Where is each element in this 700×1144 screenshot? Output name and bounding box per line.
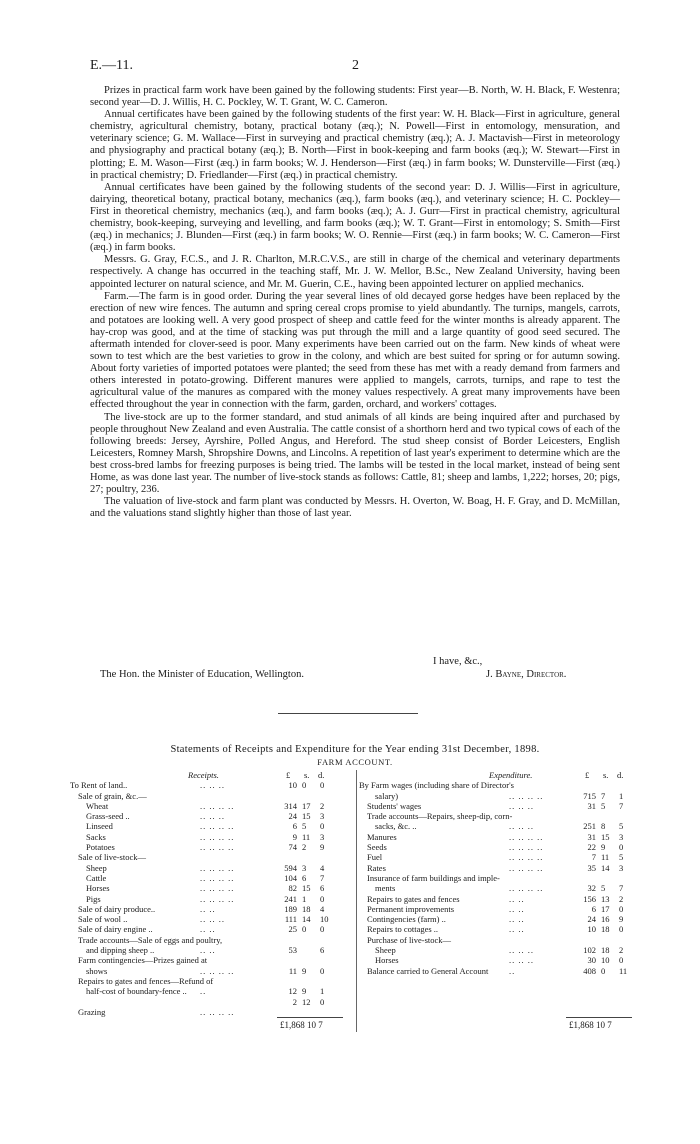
pence-heading: d. (318, 770, 325, 780)
amount-shillings: 2 (302, 842, 307, 853)
row-label: Balance carried to General Account (367, 965, 489, 976)
amount-pence: 9 (619, 914, 624, 925)
amount-shillings: 5 (302, 821, 307, 832)
row-leader-dots: .. .. (509, 914, 525, 925)
amount-pounds: 251 (583, 821, 596, 832)
expenditure-column (359, 770, 630, 976)
row-label: By Farm wages (including share of Director's (359, 780, 514, 791)
amount-pounds: 6 (591, 903, 596, 914)
row-label: Students' wages (367, 800, 422, 811)
amount-pence: 2 (619, 945, 624, 956)
amount-pence: 0 (320, 893, 325, 904)
amount-pence: 4 (320, 903, 325, 914)
row-label: Sale of grain, &c.— (78, 790, 147, 801)
amount-pounds: 189 (284, 903, 297, 914)
expenditure-header-row (359, 770, 630, 780)
expenditure-row (359, 842, 630, 852)
amount-shillings: 0 (302, 780, 307, 791)
row-leader-dots: .. .. .. .. (200, 842, 235, 853)
receipt-row (70, 821, 357, 831)
row-leader-dots: .. .. .. .. (200, 872, 235, 883)
addressee: The Hon. the Minister of Education, Wellington. (100, 669, 304, 680)
expenditure-row (359, 914, 630, 924)
receipt-row (70, 945, 357, 955)
amount-pounds: 53 (288, 945, 297, 956)
row-leader-dots: .. (200, 986, 207, 997)
row-label: Grass-seed .. (86, 811, 130, 822)
pence-heading: d. (617, 770, 624, 780)
row-leader-dots: .. .. .. (200, 914, 225, 925)
row-label: Sale of dairy engine .. (78, 924, 153, 935)
row-leader-dots: .. .. (200, 903, 216, 914)
amount-shillings: 9 (302, 986, 307, 997)
row-leader-dots: .. (509, 965, 516, 976)
row-label: Trade accounts—Repairs, sheep-dip, corn- (367, 811, 513, 822)
shillings-heading: s. (603, 770, 609, 780)
row-label: Pigs (86, 893, 101, 904)
expenditure-row (359, 904, 630, 914)
paragraph-first-year-certificates: Annual certificates have been gained by the following students of the first year: W. H. Black—First in agriculture, general chemistry, agricultural chemistry, botany, practical botany (æq.); N. Powell—First in entomology, mensuration, and veterinary science; G. M. Wallace—First in surveying and practical chemistry (æq.); A. J. Mactavish—First in meteorology and physiography and practical botany (æq.); B. North—First in book-keeping and farm books (æq.); W. Stewart—First in plotting; E. M. Wason—First (æq.) in farm books; W. J. Henderson—First (æq.) in farm books; W. Dunsterville—First (æq.) in practical chemistry; D. Friedlander—First (æq.) in practical chemistry. (90, 109, 620, 181)
receipt-row (70, 842, 357, 852)
row-leader-dots: .. .. .. (509, 800, 534, 811)
row-label: shows (86, 965, 108, 976)
section-divider (278, 713, 418, 714)
amount-shillings: 5 (601, 800, 606, 811)
row-label: Sale of wool .. (78, 914, 128, 925)
amount-shillings: 15 (302, 811, 311, 822)
amount-pounds: 30 (587, 955, 596, 966)
paragraph-prizes: Prizes in practical farm work have been gained by the following students: First year—B. North, W. H. Black, F. Westenra; second year—D. J. Willis, H. C. Pockley, W. T. Grant, W. C. Cameron. (90, 85, 620, 109)
receipt-row (70, 924, 357, 934)
amount-pence: 0 (619, 924, 624, 935)
row-leader-dots: .. .. .. (509, 955, 534, 966)
row-leader-dots: .. .. .. .. (509, 831, 544, 842)
amount-shillings: 11 (302, 831, 311, 842)
amount-pounds: 9 (292, 831, 297, 842)
amount-pounds: 11 (288, 965, 297, 976)
amount-shillings: 0 (601, 965, 606, 976)
amount-shillings: 12 (302, 996, 311, 1007)
amount-shillings: 9 (302, 965, 307, 976)
amount-pounds: 35 (587, 862, 596, 873)
receipt-row (70, 780, 357, 790)
expenditure-row (359, 924, 630, 934)
row-leader-dots: .. .. .. .. (200, 893, 235, 904)
amount-shillings: 15 (302, 883, 311, 894)
row-label: Repairs to gates and fences (367, 893, 460, 904)
amount-pounds: 10 (288, 780, 297, 791)
row-label: Grazing (78, 1006, 106, 1017)
receipt-row (70, 1007, 357, 1017)
amount-shillings: 17 (302, 800, 311, 811)
row-leader-dots: .. .. (509, 903, 525, 914)
expenditure-row (359, 883, 630, 893)
paragraph-second-year-certificates: Annual certificates have been gained by the following students of the second year: D. J. Willis—First in agriculture, dairying, theoretical botany, practical botany, mechanics (æq.), farm books (æq.), and veterinary science; H. C. Pockley—First in theoretical chemistry, mechanics (æq.), and farm books (æq.); A. J. Gurr—First in practical chemistry, agricultural chemistry, book-keeping, surveying and levelling, and farm books (æq.); W. T. Grant—First in entomology; S. Smith—First (æq.) in mechanics; J. Blunden—First (æq.) in farm books; W. O. Rennie—First (æq.) in farm books; W. C. Cameron—First (æq.) in farm books. (90, 181, 620, 254)
amount-pence: 7 (320, 872, 325, 883)
expenditure-row (359, 852, 630, 862)
row-leader-dots: .. .. (200, 945, 216, 956)
expenditure-row (359, 801, 630, 811)
row-label: Repairs to cottages .. (367, 924, 439, 935)
expenditure-row (359, 863, 630, 873)
receipt-row (70, 914, 357, 924)
amount-pence: 0 (320, 780, 325, 791)
row-label: Farm contingencies—Prizes gained at (78, 955, 208, 966)
expenditure-row (359, 955, 630, 965)
amount-pounds: 408 (583, 965, 596, 976)
row-leader-dots: .. .. (509, 924, 525, 935)
row-leader-dots: .. .. .. .. (200, 1006, 235, 1017)
receipt-row (70, 852, 357, 862)
row-label: Seeds (367, 842, 387, 853)
expenditure-row (359, 945, 630, 955)
paragraph-valuation: The valuation of live-stock and farm plant was conducted by Messrs. H. Overton, W. Boag, H. F. Gray, and D. McMillan, and the valuations stand slightly higher than those of last year. (90, 496, 620, 520)
amount-pounds: 25 (288, 924, 297, 935)
shillings-heading: s. (304, 770, 310, 780)
receipts-total: £1,868 10 7 (280, 1020, 323, 1030)
row-leader-dots: .. .. .. .. (509, 842, 544, 853)
amount-pence: 1 (619, 790, 624, 801)
receipt-row (70, 997, 357, 1007)
row-leader-dots: .. .. .. .. (200, 965, 235, 976)
row-label: Fuel (367, 852, 383, 863)
receipt-row (70, 894, 357, 904)
row-leader-dots: .. .. (509, 893, 525, 904)
row-leader-dots: .. .. .. .. (509, 883, 544, 894)
amount-pounds: 102 (583, 945, 596, 956)
amount-pence: 10 (320, 914, 329, 925)
receipt-row (70, 986, 357, 996)
amount-pounds: 7 (591, 852, 596, 863)
receipt-row (70, 976, 357, 986)
row-label: and dipping sheep .. (86, 945, 155, 956)
amount-pounds: 104 (284, 872, 297, 883)
receipt-row (70, 935, 357, 945)
expenditure-row (359, 832, 630, 842)
amount-pence: 3 (320, 811, 325, 822)
row-label: Sheep (375, 945, 396, 956)
receipt-row (70, 883, 357, 893)
amount-pounds: 22 (587, 842, 596, 853)
receipt-row (70, 863, 357, 873)
amount-pounds: 594 (284, 862, 297, 873)
receipt-row (70, 904, 357, 914)
receipts-column (70, 770, 357, 1017)
amount-shillings: 3 (302, 862, 307, 873)
expenditure-row (359, 935, 630, 945)
row-label: Trade accounts—Sale of eggs and poultry, (78, 934, 223, 945)
row-leader-dots: .. .. .. .. (200, 831, 235, 842)
amount-pounds: 74 (288, 842, 297, 853)
row-label: salary) (375, 790, 399, 801)
row-leader-dots: .. .. .. .. (200, 862, 235, 873)
receipts-heading: Receipts. (188, 770, 219, 780)
row-label: Repairs to gates and fences—Refund of (78, 975, 214, 986)
row-label: Rates (367, 862, 386, 873)
receipt-row (70, 966, 357, 976)
row-label: ments (375, 883, 396, 894)
amount-pence: 6 (320, 945, 325, 956)
row-leader-dots: .. .. .. (509, 821, 534, 832)
amount-shillings: 6 (302, 872, 307, 883)
row-label: Cattle (86, 872, 107, 883)
amount-shillings: 14 (302, 914, 311, 925)
amount-shillings: 5 (601, 883, 606, 894)
amount-pence: 0 (619, 955, 624, 966)
amount-pence: 0 (320, 965, 325, 976)
row-leader-dots: .. .. .. (509, 945, 534, 956)
amount-pounds: 82 (288, 883, 297, 894)
amount-pence: 3 (619, 831, 624, 842)
row-label: Insurance of farm buildings and imple- (367, 872, 500, 883)
amount-shillings: 0 (302, 924, 307, 935)
row-leader-dots: .. .. .. .. (200, 883, 235, 894)
receipt-row (70, 955, 357, 965)
row-label: Sheep (86, 862, 107, 873)
paragraph-live-stock: The live-stock are up to the former standard, and stud animals of all kinds are being inquired after and purchased by people throughout New Zealand and even Australia. The cattle consist of a shorthorn herd and two typical cows of each of the following breeds: Jersey, Ayrshire, Polled Angus, and Hereford. The stud sheep consist of Border Leicesters, English Leicesters, Romney Marsh, Shropshire Downs, and Lincolns. A repetition of last year's experiment to determine which are the best cross-bred lambs for freezing purposes is being tried. The lambs will be tested in the local market, instead of being sent Home, as was done last year. The number of live-stock stands as follows: Cattle, 81; sheep and lambs, 1,222; horses, 20; pigs, 27; poultry, 236. (90, 411, 620, 496)
receipts-total-rule (277, 1017, 343, 1018)
document-code: E.—11. (90, 58, 134, 73)
page-header (90, 58, 620, 74)
statement-title: Statements of Receipts and Expenditure for the Year ending 31st December, 1898. (170, 744, 540, 755)
amount-pounds: 715 (583, 790, 596, 801)
receipt-row (70, 811, 357, 821)
closing: I have, &c., (433, 656, 483, 667)
row-leader-dots: .. .. .. .. (509, 790, 544, 801)
amount-shillings: 11 (601, 852, 610, 863)
statement-subtitle: FARM ACCOUNT. (317, 757, 393, 767)
paragraph-farm: Farm.—The farm is in good order. During the year several lines of old decayed gorse hedges have been replaced by the erection of new wire fences. The autumn and spring cereal crops promise to yield abundantly. The turnips, mangels, carrots, and potatoes are looking well. A very good prospect of sheep and cattle feed for the winter months is already apparent. The hay-crop was good, and at the time of stacking was put through the mill and a large quantity of good seed secured. The aftermath intended for clover-seed is poor. Many experiments have been carried out on the farm. New kinds of wheat were sown to test which are the best varieties to grow in the colony, and which are best suited for spring or for autumn sowing. About forty varieties of imported potatoes were planted; the seed from these has met with a ready demand from farmers and others interested in potato-growing. Different manures were applied to mangels, carrots, turnips, and rape to test the agricultural value of the manures as compared with the money values respectively. A great many improvements have been effected throughout the year in connection with the farm, garden, orchard, and workers' cottages. (90, 290, 620, 411)
amount-pence: 3 (619, 862, 624, 873)
row-label: Sale of dairy produce.. (78, 903, 156, 914)
row-leader-dots: .. .. .. .. (200, 800, 235, 811)
amount-pence: 0 (320, 996, 325, 1007)
row-label: To Rent of land.. (70, 780, 128, 791)
row-label: sacks, &c. .. (375, 821, 417, 832)
amount-pounds: 6 (292, 821, 297, 832)
signature: J. Bayne, Director. (486, 669, 567, 680)
amount-pence: 2 (320, 800, 325, 811)
expenditure-row (359, 894, 630, 904)
amount-pence: 5 (619, 852, 624, 863)
amount-shillings: 9 (601, 842, 606, 853)
amount-pounds: 2 (292, 996, 297, 1007)
paragraph-staff: Messrs. G. Gray, F.C.S., and J. R. Charlton, M.R.C.V.S., are still in charge of the chemical and veterinary departments respectively. A change has occurred in the teaching staff, Mr. J. W. Mellor, B.Sc., New Zealand University, having been appointed lecturer on natural science, and Mr. M. Guerin, C.E., having been appointed lecturer on applied mechanics. (90, 254, 620, 290)
amount-shillings: 17 (601, 903, 610, 914)
pounds-heading: £ (585, 770, 590, 780)
amount-shillings: 7 (601, 790, 606, 801)
column-divider (356, 770, 357, 1032)
expenditure-row (359, 780, 630, 790)
row-leader-dots: .. .. .. .. (509, 852, 544, 863)
amount-pence: 11 (619, 965, 628, 976)
amount-shillings: 15 (601, 831, 610, 842)
pounds-heading: £ (286, 770, 291, 780)
amount-pounds: 31 (587, 800, 596, 811)
row-leader-dots: .. .. (200, 924, 216, 935)
amount-pounds: 12 (288, 986, 297, 997)
row-label: Permanent improvements (367, 903, 455, 914)
expenditure-heading: Expenditure. (489, 770, 533, 780)
row-leader-dots: .. .. .. (200, 780, 225, 791)
amount-pence: 3 (320, 831, 325, 842)
amount-pence: 0 (619, 903, 624, 914)
row-label: Sacks (86, 831, 106, 842)
amount-pounds: 111 (284, 914, 297, 925)
amount-pence: 0 (320, 821, 325, 832)
amount-pence: 6 (320, 883, 325, 894)
amount-shillings: 18 (302, 903, 311, 914)
row-label: Horses (375, 955, 399, 966)
expenditure-row (359, 791, 630, 801)
amount-pence: 7 (619, 800, 624, 811)
amount-pence: 9 (320, 842, 325, 853)
amount-pounds: 156 (583, 893, 596, 904)
amount-pounds: 31 (587, 831, 596, 842)
row-label: half-cost of boundary-fence .. (86, 986, 187, 997)
amount-pounds: 314 (284, 800, 297, 811)
amount-pence: 4 (320, 862, 325, 873)
amount-pence: 7 (619, 883, 624, 894)
receipt-row (70, 791, 357, 801)
amount-shillings: 1 (302, 893, 307, 904)
amount-pounds: 24 (288, 811, 297, 822)
row-label: Linseed (86, 821, 113, 832)
row-leader-dots: .. .. .. .. (509, 862, 544, 873)
amount-shillings: 13 (601, 893, 610, 904)
amount-shillings: 16 (601, 914, 610, 925)
amount-shillings: 18 (601, 924, 610, 935)
expenditure-row (359, 821, 630, 831)
expenditure-row (359, 811, 630, 821)
expenditure-total-rule (566, 1017, 632, 1018)
expenditure-total: £1,868 10 7 (569, 1020, 612, 1030)
row-label: Sale of live-stock— (78, 852, 146, 863)
amount-pence: 1 (320, 986, 325, 997)
amount-pounds: 241 (284, 893, 297, 904)
row-label: Contingencies (farm) .. (367, 914, 446, 925)
receipt-row (70, 873, 357, 883)
amount-pence: 5 (619, 821, 624, 832)
row-label: Horses (86, 883, 110, 894)
expenditure-row (359, 873, 630, 883)
amount-pence: 2 (619, 893, 624, 904)
amount-pounds: 32 (587, 883, 596, 894)
page-number: 2 (352, 58, 359, 73)
amount-shillings: 8 (601, 821, 606, 832)
amount-shillings: 14 (601, 862, 610, 873)
row-leader-dots: .. .. .. .. (200, 821, 235, 832)
receipt-row (70, 801, 357, 811)
report-body (90, 85, 620, 520)
amount-pounds: 10 (587, 924, 596, 935)
amount-shillings: 10 (601, 955, 610, 966)
receipts-header-row (70, 770, 357, 780)
row-label: Potatoes (86, 842, 115, 853)
row-label: Purchase of live-stock— (367, 934, 452, 945)
expenditure-row (359, 966, 630, 976)
amount-pounds: 24 (587, 914, 596, 925)
amount-pence: 0 (320, 924, 325, 935)
row-label: Manures (367, 831, 397, 842)
row-label: Wheat (86, 800, 109, 811)
amount-shillings: 18 (601, 945, 610, 956)
receipt-row (70, 832, 357, 842)
row-leader-dots: .. .. .. (200, 811, 225, 822)
amount-pence: 0 (619, 842, 624, 853)
